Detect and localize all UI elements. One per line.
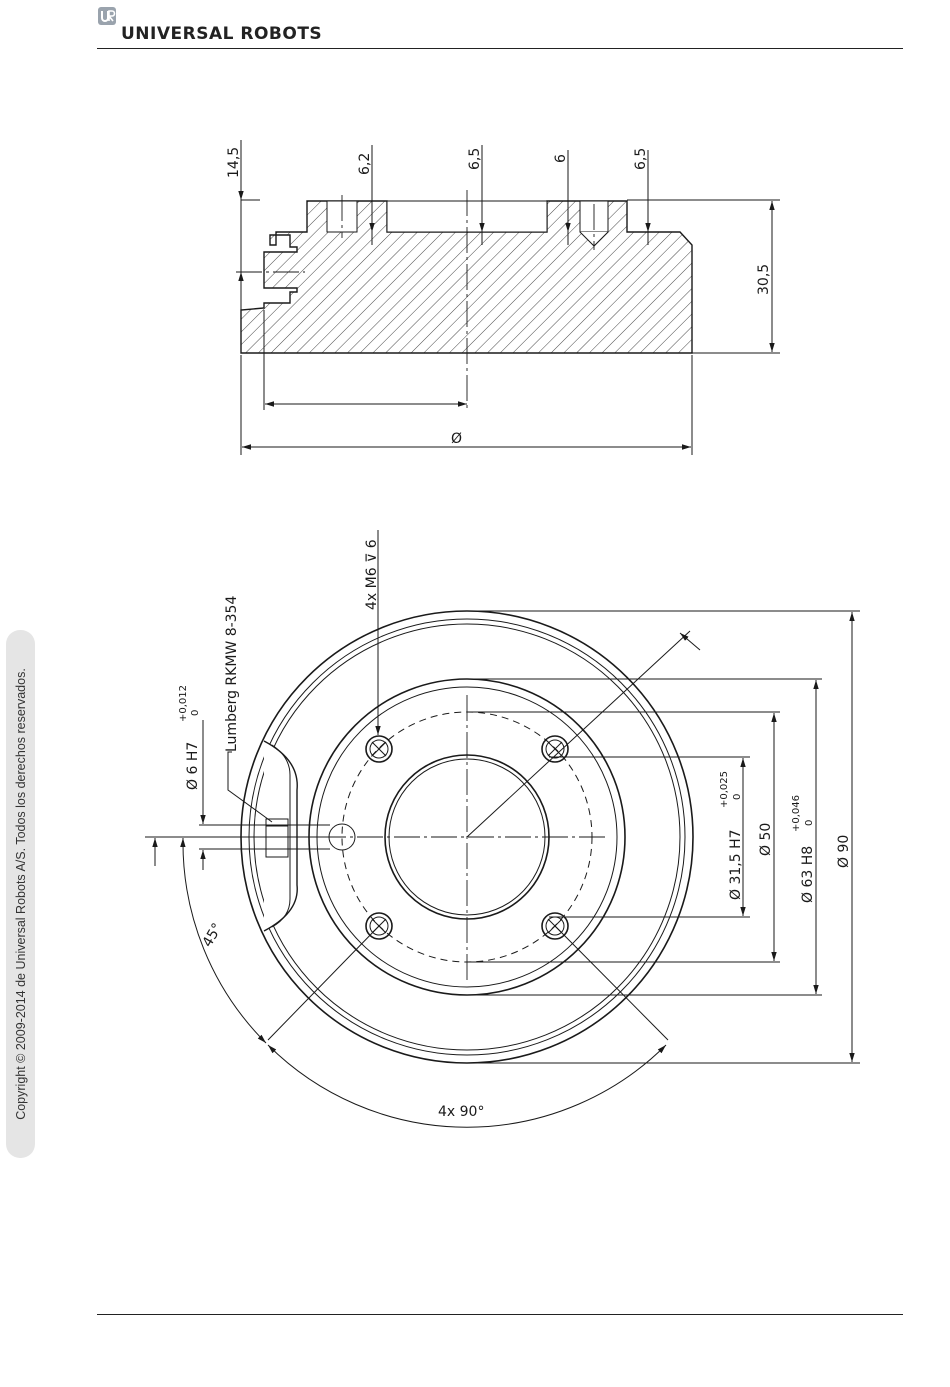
bore-tol-lower: 0 (732, 793, 743, 800)
connector-label: Lumberg RKMW 8-354 (224, 595, 240, 752)
bore-dim: Ø 31,5 H7 (728, 829, 744, 900)
spigot-tol-upper: +0,046 (791, 794, 802, 832)
pin-tol-upper: +0,012 (178, 684, 189, 722)
dim-6-5-a: 6,5 (467, 147, 483, 170)
bore-tol-upper: +0,025 (719, 770, 730, 808)
dim-6-2: 6,2 (357, 152, 373, 175)
pin-tol-lower: 0 (190, 709, 201, 716)
dim-6: 6 (553, 154, 569, 163)
section-view (226, 140, 780, 455)
dim-14-5: 14,5 (226, 146, 242, 178)
copyright-text: Copyright © 2009-2014 de Universal Robots A/S. Todos los derechos reservados. (13, 668, 28, 1120)
dim-diameter: Ø (451, 431, 463, 447)
angle-45: 45° (199, 920, 226, 950)
thread-hole (542, 736, 568, 762)
thread-hole (366, 736, 392, 762)
pin-hole-dim: Ø 6 H7 (185, 741, 201, 790)
outer-dim: Ø 90 (836, 834, 852, 868)
bolt-circle-dim: Ø 50 (758, 822, 774, 856)
dim-height: 30,5 (756, 263, 772, 295)
brand-name: UNIVERSAL ROBOTS (121, 24, 323, 44)
spigot-tol-lower: 0 (804, 819, 815, 826)
angle-4x90: 4x 90° (438, 1104, 485, 1120)
footer-rule (97, 1314, 903, 1315)
spigot-dim: Ø 63 H8 (800, 845, 816, 903)
dim-6-5-b: 6,5 (633, 147, 649, 170)
plan-view (145, 530, 860, 1127)
thread-callout: 4x M6 ⊽ 6 (364, 539, 380, 610)
